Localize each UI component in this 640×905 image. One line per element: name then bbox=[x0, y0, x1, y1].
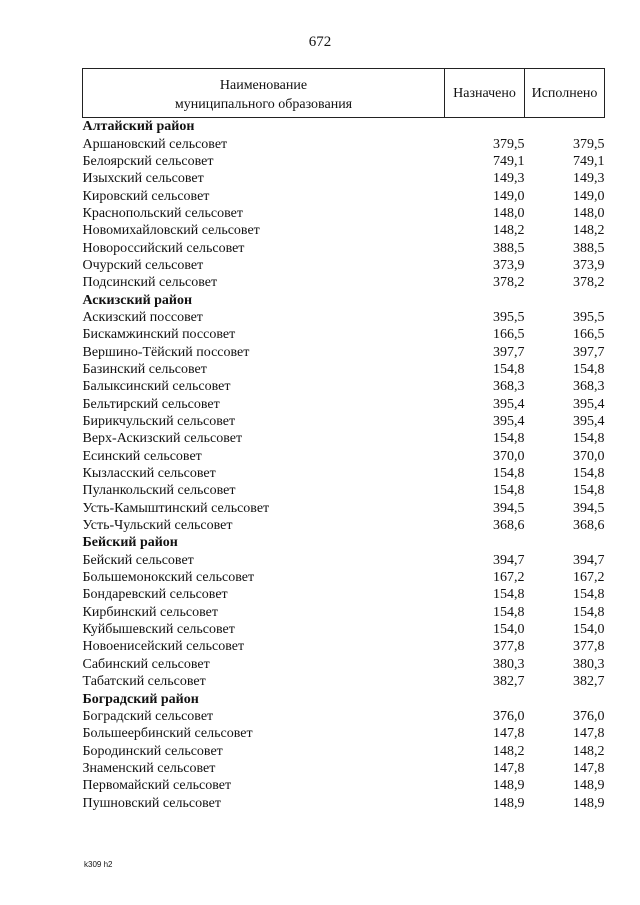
table-row bbox=[83, 135, 605, 152]
planned-value: 397,7 bbox=[493, 344, 525, 360]
executed-value: 377,8 bbox=[573, 639, 605, 655]
executed-value: 154,8 bbox=[573, 604, 605, 620]
page-number: 672 bbox=[308, 34, 332, 50]
district-row bbox=[83, 690, 605, 707]
footer-code: k309 h2 bbox=[84, 860, 113, 869]
planned-value: 382,7 bbox=[493, 674, 525, 690]
table-row bbox=[83, 396, 605, 413]
planned-value: 394,7 bbox=[493, 552, 525, 568]
table-row bbox=[83, 465, 605, 482]
municipality-name: Новомихайловский сельсовет bbox=[82, 223, 260, 239]
executed-value: 166,5 bbox=[573, 327, 605, 343]
header-name-line2: муниципального образования bbox=[174, 97, 353, 112]
planned-value: 376,0 bbox=[493, 708, 525, 724]
table-row bbox=[83, 517, 605, 534]
municipality-name: Белоярский сельсовет bbox=[82, 153, 214, 169]
executed-value: 395,4 bbox=[573, 396, 605, 412]
executed-value: 148,2 bbox=[573, 743, 605, 759]
municipality-name: Табатский сельсовет bbox=[82, 674, 206, 690]
municipality-name: Знаменский сельсовет bbox=[82, 760, 216, 776]
table-row bbox=[83, 343, 605, 360]
table-row bbox=[83, 361, 605, 378]
municipality-name: Первомайский сельсовет bbox=[82, 778, 232, 794]
executed-value: 373,9 bbox=[573, 257, 605, 273]
executed-value: 368,3 bbox=[573, 379, 605, 395]
executed-value: 388,5 bbox=[573, 240, 605, 256]
planned-value: 149,0 bbox=[493, 188, 525, 204]
planned-value: 148,0 bbox=[493, 205, 525, 221]
planned-value: 154,8 bbox=[493, 604, 525, 620]
planned-value: 154,8 bbox=[493, 361, 525, 377]
header-municipality-name bbox=[83, 69, 445, 118]
municipality-name: Пуланкольский сельсовет bbox=[82, 483, 236, 499]
table-row bbox=[83, 604, 605, 621]
municipality-name: Вершино-Тёйский поссовет bbox=[82, 344, 250, 360]
executed-value: 148,9 bbox=[573, 778, 605, 794]
table-row bbox=[83, 794, 605, 811]
municipality-name: Изыхский сельсовет bbox=[82, 171, 204, 187]
district-row bbox=[83, 534, 605, 551]
municipality-name: Боградский сельсовет bbox=[82, 708, 214, 724]
district-name: Аскизский район bbox=[82, 292, 193, 308]
table-row bbox=[83, 569, 605, 586]
table-row bbox=[83, 482, 605, 499]
municipality-name: Бондаревский сельсовет bbox=[82, 587, 228, 603]
municipality-name: Куйбышевский сельсовет bbox=[82, 622, 235, 638]
planned-value: 395,4 bbox=[493, 414, 525, 430]
municipality-name: Очурский сельсовет bbox=[82, 257, 204, 273]
municipality-name: Кызласский сельсовет bbox=[82, 466, 216, 482]
table-row bbox=[83, 187, 605, 204]
table-row bbox=[83, 725, 605, 742]
table-row bbox=[83, 222, 605, 239]
budget-table bbox=[82, 68, 605, 812]
executed-value: 149,0 bbox=[573, 188, 605, 204]
municipality-name: Базинский сельсовет bbox=[82, 361, 207, 377]
executed-value: 397,7 bbox=[573, 344, 605, 360]
executed-value: 167,2 bbox=[573, 570, 605, 586]
executed-value: 154,8 bbox=[573, 466, 605, 482]
municipality-name: Сабинский сельсовет bbox=[82, 656, 210, 672]
planned-value: 154,8 bbox=[493, 466, 525, 482]
municipality-name: Подсинский сельсовет bbox=[82, 275, 218, 291]
executed-value: 147,8 bbox=[573, 760, 605, 776]
municipality-name: Бейский сельсовет bbox=[82, 552, 194, 568]
table-header bbox=[83, 69, 605, 118]
executed-value: 368,6 bbox=[573, 518, 605, 534]
municipality-name: Большемонокский сельсовет bbox=[82, 570, 255, 586]
executed-value: 147,8 bbox=[573, 726, 605, 742]
municipality-name: Бирикчульский сельсовет bbox=[82, 414, 236, 430]
header-executed: Исполнено bbox=[525, 69, 605, 118]
planned-value: 395,4 bbox=[493, 396, 525, 412]
table-row bbox=[83, 413, 605, 430]
municipality-name: Усть-Камыштинский сельсовет bbox=[82, 500, 270, 516]
planned-value: 148,2 bbox=[493, 743, 525, 759]
table-row bbox=[83, 673, 605, 690]
table-row bbox=[83, 309, 605, 326]
municipality-name: Новоенисейский сельсовет bbox=[82, 639, 245, 655]
district-row bbox=[83, 291, 605, 308]
executed-value: 395,5 bbox=[573, 309, 605, 325]
table-row bbox=[83, 274, 605, 291]
table-row bbox=[83, 430, 605, 447]
municipality-name: Кирбинский сельсовет bbox=[82, 604, 218, 620]
planned-value: 167,2 bbox=[493, 570, 525, 586]
planned-value: 148,9 bbox=[493, 778, 525, 794]
table-row bbox=[83, 742, 605, 759]
executed-value: 378,2 bbox=[573, 275, 605, 291]
executed-value: 370,0 bbox=[573, 448, 605, 464]
executed-value: 148,2 bbox=[573, 223, 605, 239]
planned-value: 370,0 bbox=[493, 448, 525, 464]
table-row bbox=[83, 170, 605, 187]
planned-value: 166,5 bbox=[493, 327, 525, 343]
executed-value: 154,0 bbox=[573, 622, 605, 638]
table-row bbox=[83, 500, 605, 517]
planned-value: 368,3 bbox=[493, 379, 525, 395]
planned-value: 154,8 bbox=[493, 587, 525, 603]
municipality-name: Бельтирский сельсовет bbox=[82, 396, 220, 412]
table-row bbox=[83, 760, 605, 777]
executed-value: 394,7 bbox=[573, 552, 605, 568]
table-row bbox=[83, 777, 605, 794]
executed-value: 154,8 bbox=[573, 483, 605, 499]
planned-value: 154,0 bbox=[493, 622, 525, 638]
district-row bbox=[83, 118, 605, 136]
executed-value: 380,3 bbox=[573, 656, 605, 672]
planned-value: 368,6 bbox=[493, 518, 525, 534]
table-row bbox=[83, 257, 605, 274]
table-row bbox=[83, 378, 605, 395]
municipality-name: Верх-Аскизский сельсовет bbox=[82, 431, 243, 447]
table-row bbox=[83, 448, 605, 465]
table-row bbox=[83, 656, 605, 673]
municipality-name: Краснопольский сельсовет bbox=[82, 205, 243, 221]
table-row bbox=[83, 326, 605, 343]
municipality-name: Аскизский поссовет bbox=[82, 309, 203, 325]
planned-value: 154,8 bbox=[493, 431, 525, 447]
table-row bbox=[83, 621, 605, 638]
table-row bbox=[83, 153, 605, 170]
district-name: Бейский район bbox=[82, 535, 178, 551]
municipality-name: Балыксинский сельсовет bbox=[82, 379, 231, 395]
municipality-name: Аршановский сельсовет bbox=[82, 136, 228, 152]
table-body bbox=[83, 118, 605, 812]
planned-value: 388,5 bbox=[493, 240, 525, 256]
planned-value: 148,2 bbox=[493, 223, 525, 239]
municipality-name: Бискамжинский поссовет bbox=[82, 327, 236, 343]
executed-value: 749,1 bbox=[573, 153, 605, 169]
planned-value: 395,5 bbox=[493, 309, 525, 325]
planned-value: 147,8 bbox=[493, 760, 525, 776]
executed-value: 394,5 bbox=[573, 500, 605, 516]
planned-value: 373,9 bbox=[493, 257, 525, 273]
table-row bbox=[83, 586, 605, 603]
header-planned: Назначено bbox=[445, 69, 525, 118]
table-row bbox=[83, 708, 605, 725]
table-row bbox=[83, 552, 605, 569]
executed-value: 149,3 bbox=[573, 171, 605, 187]
municipality-name: Бородинский сельсовет bbox=[82, 743, 223, 759]
executed-value: 154,8 bbox=[573, 431, 605, 447]
planned-value: 148,9 bbox=[493, 795, 525, 811]
table-row bbox=[83, 239, 605, 256]
executed-value: 382,7 bbox=[573, 674, 605, 690]
planned-value: 149,3 bbox=[493, 171, 525, 187]
executed-value: 148,0 bbox=[573, 205, 605, 221]
municipality-name: Большеербинский сельсовет bbox=[82, 726, 253, 742]
district-name: Алтайский район bbox=[82, 119, 195, 135]
header-name-line1: Наименование bbox=[219, 78, 308, 93]
planned-value: 377,8 bbox=[493, 639, 525, 655]
planned-value: 380,3 bbox=[493, 656, 525, 672]
planned-value: 379,5 bbox=[493, 136, 525, 152]
planned-value: 154,8 bbox=[493, 483, 525, 499]
district-name: Боградский район bbox=[82, 691, 199, 707]
municipality-name: Есинский сельсовет bbox=[82, 448, 202, 464]
municipality-name: Кировский сельсовет bbox=[82, 188, 210, 204]
table-row bbox=[83, 205, 605, 222]
planned-value: 749,1 bbox=[493, 153, 525, 169]
municipality-name: Усть-Чульский сельсовет bbox=[82, 518, 233, 534]
executed-value: 154,8 bbox=[573, 587, 605, 603]
planned-value: 394,5 bbox=[493, 500, 525, 516]
header-row bbox=[83, 69, 605, 118]
planned-value: 378,2 bbox=[493, 275, 525, 291]
executed-value: 154,8 bbox=[573, 361, 605, 377]
executed-value: 148,9 bbox=[573, 795, 605, 811]
executed-value: 395,4 bbox=[573, 414, 605, 430]
municipality-name: Пушновский сельсовет bbox=[82, 795, 221, 811]
planned-value: 147,8 bbox=[493, 726, 525, 742]
municipality-name: Новороссийский сельсовет bbox=[82, 240, 245, 256]
executed-value: 376,0 bbox=[573, 708, 605, 724]
table-row bbox=[83, 638, 605, 655]
executed-value: 379,5 bbox=[573, 136, 605, 152]
